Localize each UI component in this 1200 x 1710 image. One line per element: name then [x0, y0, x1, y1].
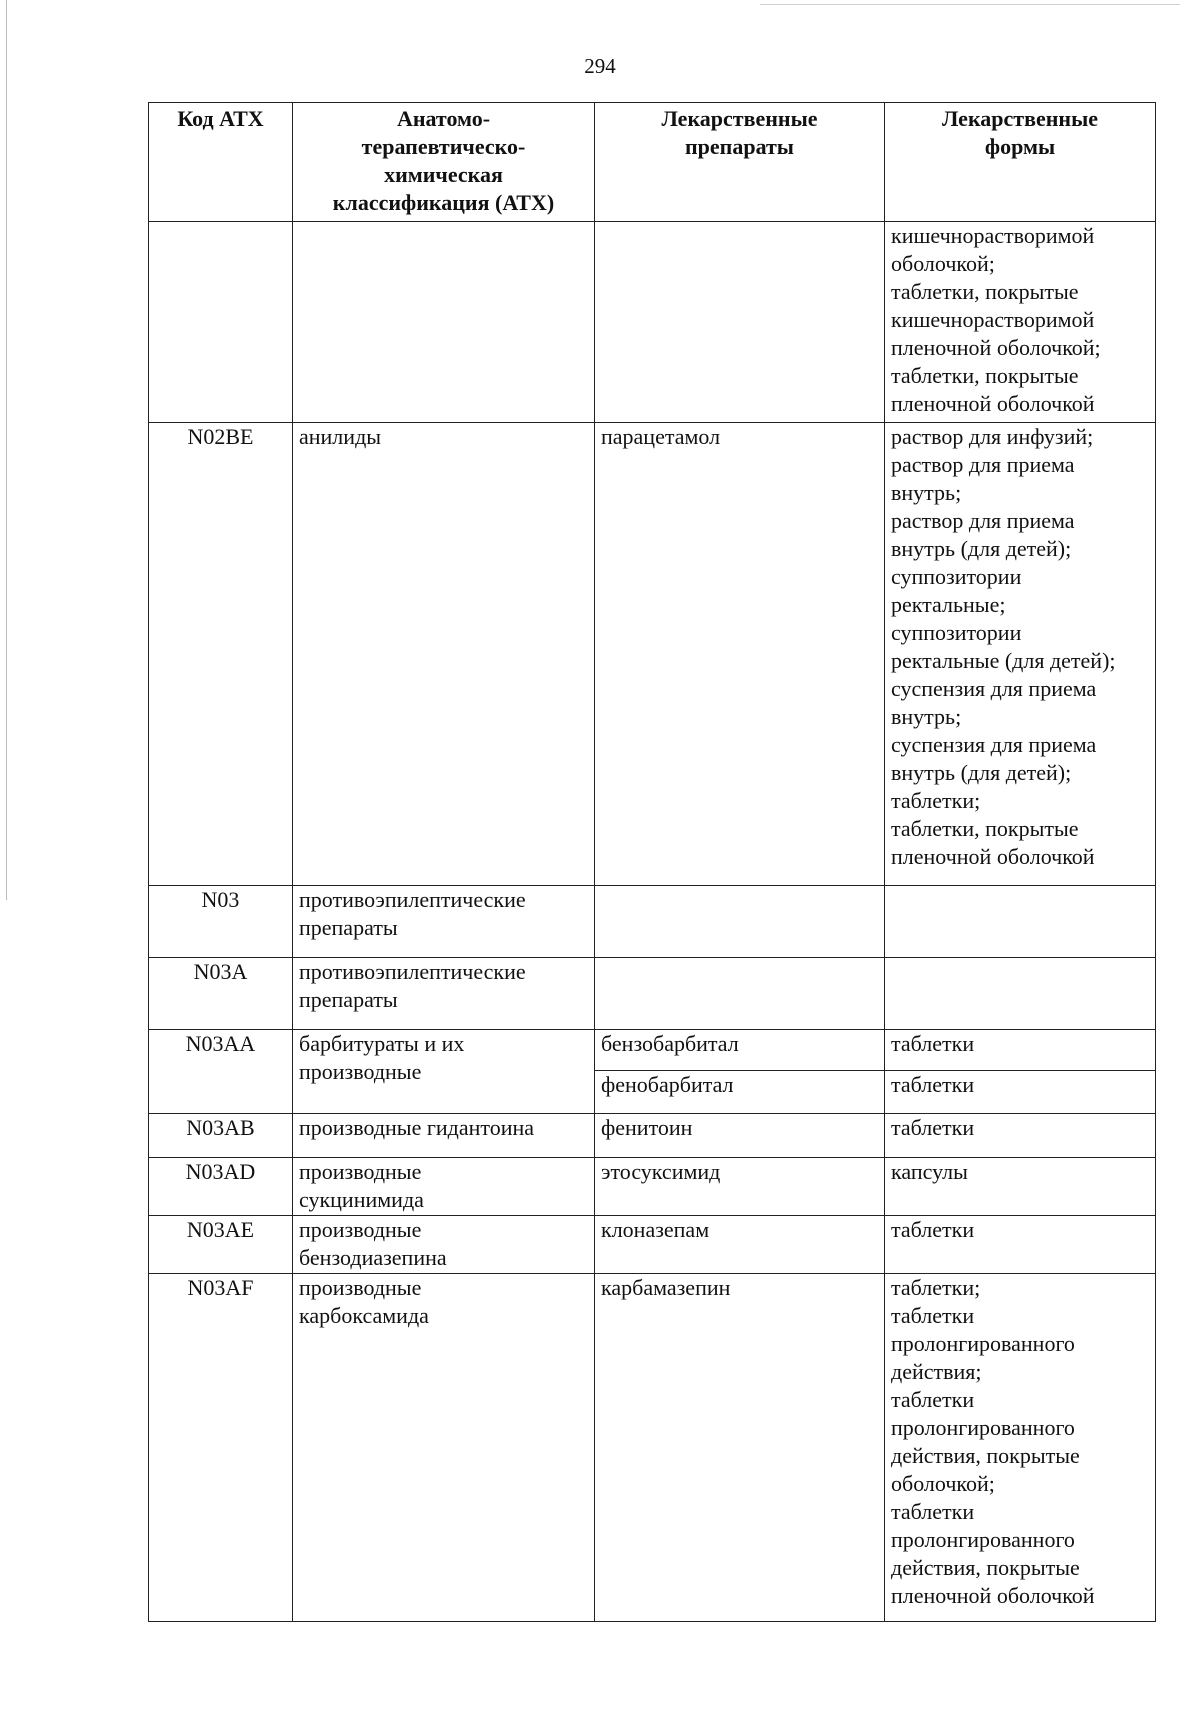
scan-edge-left — [6, 0, 7, 900]
text-line: пролонгированного — [891, 1527, 1075, 1552]
cell-forms — [885, 886, 1156, 958]
cell-code — [149, 222, 293, 423]
text-line: пролонгированного — [891, 1415, 1075, 1440]
cell-code: N03AE — [149, 1216, 293, 1274]
text-line: препараты — [684, 134, 794, 159]
text-line: формы — [984, 134, 1056, 159]
cell-drug: фенобарбитал — [595, 1071, 885, 1114]
text-line: производные — [299, 1059, 422, 1084]
text-line: Лекарственные — [941, 106, 1099, 131]
text-line: таблетки — [891, 1499, 975, 1524]
cell-drug — [595, 886, 885, 958]
text-line: суспензия для приема — [891, 732, 1097, 757]
text-line: оболочкой; — [891, 251, 995, 276]
text-line: ректальные; — [891, 592, 1006, 617]
text-line: терапевтическо- — [361, 134, 526, 159]
text-line: кишечнорастворимой — [891, 223, 1095, 248]
cell-classification — [293, 1114, 595, 1158]
text-line: Анатомо- — [396, 106, 491, 131]
text-line: внутрь (для детей); — [891, 760, 1072, 785]
table-row-n03 — [149, 886, 1156, 958]
cell-forms — [885, 1274, 1156, 1622]
cell-drug: бензобарбитал — [595, 1030, 885, 1071]
text-line: раствор для приема — [891, 452, 1075, 477]
text-line: пленочной оболочкой — [891, 391, 1095, 416]
cell-drug: этосуксимид — [595, 1158, 885, 1216]
cell-forms: таблетки — [885, 1114, 1156, 1158]
text-line: раствор для приема — [891, 508, 1075, 533]
cell-code: N02BE — [149, 423, 293, 886]
text-line: производные гидантоина — [299, 1115, 535, 1140]
text-line: пленочной оболочкой — [891, 844, 1095, 869]
table-row-n03ad — [149, 1158, 1156, 1216]
cell-forms — [885, 222, 1156, 423]
cell-code: N03AD — [149, 1158, 293, 1216]
table-row-n03af — [149, 1274, 1156, 1622]
text-line: внутрь; — [891, 704, 962, 729]
text-line: Код АТХ — [177, 106, 264, 131]
text-line: таблетки — [891, 1303, 975, 1328]
text-line: классификация (АТХ) — [332, 190, 555, 215]
cell-drug — [595, 222, 885, 423]
cell-forms — [885, 423, 1156, 886]
text-line: карбоксамида — [299, 1303, 429, 1328]
table-row-n03a — [149, 958, 1156, 1030]
cell-drug: карбамазепин — [595, 1274, 885, 1622]
text-line: производные — [299, 1217, 422, 1242]
cell-classification — [293, 1216, 595, 1274]
table-row-n03ab — [149, 1114, 1156, 1158]
text-line: оболочкой; — [891, 1471, 995, 1496]
text-line: таблетки, покрытые — [891, 279, 1079, 304]
cell-forms: таблетки — [885, 1030, 1156, 1071]
header-row — [149, 103, 1156, 222]
scan-edge-top — [760, 4, 1180, 5]
text-line: таблетки; — [891, 1275, 981, 1300]
text-line: анилиды — [299, 424, 382, 449]
header-drugs — [595, 103, 885, 222]
text-line: таблетки — [891, 1387, 975, 1412]
text-line: действия, покрытые — [891, 1555, 1080, 1580]
text-line: химическая — [384, 162, 503, 187]
text-line: пленочной оболочкой; — [891, 335, 1101, 360]
cell-drug: клоназепам — [595, 1216, 885, 1274]
cell-forms — [885, 958, 1156, 1030]
text-line: действия; — [891, 1359, 982, 1384]
text-line: препараты — [299, 915, 398, 940]
text-line: Лекарственные — [661, 106, 818, 131]
cell-forms: капсулы — [885, 1158, 1156, 1216]
table-row-continuation — [149, 222, 1156, 423]
cell-drug: парацетамол — [595, 423, 885, 886]
text-line: производные — [299, 1275, 422, 1300]
cell-code: N03A — [149, 958, 293, 1030]
text-line: таблетки, покрытые — [891, 816, 1079, 841]
text-line: раствор для инфузий; — [891, 424, 1094, 449]
table-row-n03ae — [149, 1216, 1156, 1274]
cell-code: N03AB — [149, 1114, 293, 1158]
text-line: действия, покрытые — [891, 1443, 1080, 1468]
cell-code: N03 — [149, 886, 293, 958]
cell-drug — [595, 958, 885, 1030]
text-line: противоэпилептические — [299, 887, 526, 912]
text-line: пленочной оболочкой — [891, 1583, 1095, 1608]
cell-drug: фенитоин — [595, 1114, 885, 1158]
text-line: таблетки, покрытые — [891, 363, 1079, 388]
text-line: таблетки; — [891, 788, 981, 813]
cell-classification — [293, 886, 595, 958]
text-line: производные — [299, 1159, 422, 1184]
cell-classification — [293, 222, 595, 423]
cell-classification — [293, 1274, 595, 1622]
text-line: внутрь (для детей); — [891, 536, 1072, 561]
table-row-n03aa — [149, 1030, 1156, 1071]
text-line: суспензия для приема — [891, 676, 1097, 701]
header-classification — [293, 103, 595, 222]
cell-classification — [293, 423, 595, 886]
cell-code: N03AA — [149, 1030, 293, 1114]
text-line: препараты — [299, 987, 398, 1012]
header-forms — [885, 103, 1156, 222]
text-line: ректальные (для детей); — [891, 648, 1116, 673]
atc-table — [148, 102, 1156, 1622]
text-line: внутрь; — [891, 480, 962, 505]
text-line: кишечнорастворимой — [891, 307, 1095, 332]
text-line: сукцинимида — [299, 1187, 424, 1212]
page-number: 294 — [584, 54, 616, 78]
cell-forms: таблетки — [885, 1071, 1156, 1114]
cell-classification — [293, 1030, 595, 1114]
text-line: суппозитории — [891, 620, 1022, 645]
table-row-n02be — [149, 423, 1156, 886]
cell-classification — [293, 1158, 595, 1216]
cell-classification — [293, 958, 595, 1030]
text-line: противоэпилептические — [299, 959, 526, 984]
header-code — [149, 103, 293, 222]
text-line: суппозитории — [891, 564, 1022, 589]
text-line: бензодиазепина — [299, 1245, 447, 1270]
text-line: пролонгированного — [891, 1331, 1075, 1356]
cell-code: N03AF — [149, 1274, 293, 1622]
cell-forms: таблетки — [885, 1216, 1156, 1274]
text-line: барбитураты и их — [299, 1031, 465, 1056]
